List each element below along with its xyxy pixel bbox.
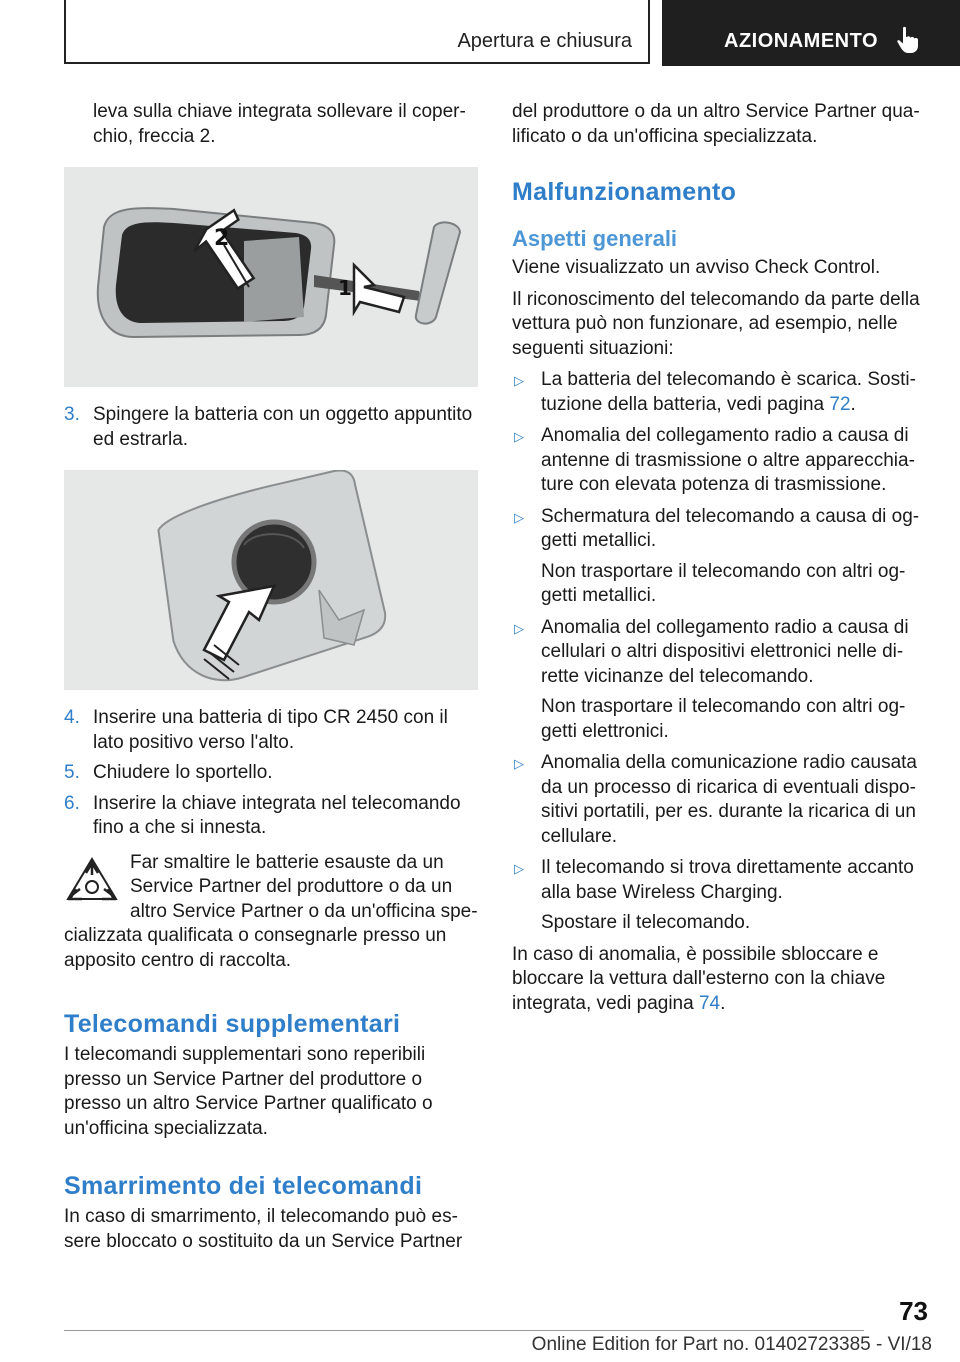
header-chapter-label: AZIONAMENTO: [724, 30, 879, 52]
environment-note-text: Far smaltire le batterie esauste da un Service Partner del produttore o da un altro Service Partner o da un'officina specializzata qualificata o consegnarle presso un apposito centro di raccolta.: [64, 851, 478, 971]
list-item-text: Anomalia della comunicazione radio causata da un processo di ricarica di eventuali dispositivi portatili, per es. durante la ricarica di un cellulare.: [541, 752, 918, 847]
emergency-unlock-text: [512, 943, 924, 1017]
environment-note: [64, 851, 478, 974]
step-4-number: 4.: [64, 707, 80, 728]
step-5: [64, 761, 478, 786]
list-item-continuation: Non trasportare il telecomando con altri oggetti elettronici.: [541, 696, 906, 742]
step-4: [64, 706, 478, 755]
bullet-arrow-icon: ▷: [514, 509, 524, 525]
step-3: [64, 403, 478, 452]
figure-push-battery: [64, 470, 478, 690]
figure-remove-key-cover: [64, 167, 478, 387]
step-6-text: Inserire la chiave integrata nel telecomando fino a che si innesta.: [93, 792, 461, 838]
figure1-label-2: 2: [214, 226, 230, 251]
heading-general: Aspetti generali: [512, 226, 678, 251]
list-item: [512, 856, 924, 936]
check-control-text: Viene visualizzato un avviso Check Control.: [512, 257, 881, 278]
recognition-text: Il riconoscimento del telecomando da parte della vettura può non funzionare, ad esempio, nelle seguenti situazioni:: [512, 288, 920, 359]
bullet-arrow-icon: ▷: [514, 620, 524, 636]
header-section-title: Apertura e chiusura: [457, 30, 632, 52]
list-item: [512, 368, 924, 417]
emergency-unlock-body: In caso di anomalia, è possibile sbloccare e bloccare la vettura dall'esterno con la chiave integrata, vedi pagina: [512, 943, 886, 1014]
list-item-text: Anomalia del collegamento radio a causa di cellulari o altri dispositivi elettronici nelle dirette vicinanze del telecomando.: [541, 616, 909, 687]
header-section-box: [64, 0, 650, 64]
list-item-text: Anomalia del collegamento radio a causa di antenne di trasmissione o altre apparecchiature con elevata potenza di trasmissione.: [541, 425, 915, 495]
figure1-label-1: 1: [338, 276, 352, 300]
list-item: [512, 616, 924, 745]
heading-additional-remotes: Telecomandi supplementari: [64, 1010, 401, 1038]
left-column: [64, 100, 478, 1254]
step-5-number: 5.: [64, 762, 80, 783]
list-item-continuation: Spostare il telecomando.: [541, 912, 751, 933]
additional-remotes-text: I telecomandi supplementari sono reperibili presso un Service Partner del produttore o presso un altro Service Partner qualificato o un'officina specializzata.: [64, 1044, 433, 1139]
bullet-arrow-icon: ▷: [514, 756, 524, 771]
footer-edition: Online Edition for Part no. 01402723385 - VI/18: [531, 1334, 932, 1355]
bullet-arrow-icon: ▷: [514, 373, 524, 388]
step-3-text: Spingere la batteria con un oggetto appuntito ed estrarla.: [93, 404, 473, 450]
continued-text: del produttore o da un altro Service Partner qualificato o da un'officina specializzata.: [512, 101, 920, 147]
heading-lost-remotes: Smarrimento dei telecomandi: [64, 1172, 423, 1200]
list-item: [512, 751, 924, 849]
list-item-text: Il telecomando si trova direttamente accanto alla base Wireless Charging.: [541, 857, 914, 903]
list-item-continuation: Non trasportare il telecomando con altri oggetti metallici.: [541, 560, 906, 606]
footer-divider: [64, 1330, 864, 1331]
heading-malfunction: Malfunzionamento: [512, 178, 737, 206]
page-link-72[interactable]: 72: [829, 393, 851, 415]
lost-remotes-text: In caso di smarrimento, il telecomando può essere bloccato o sostituito da un Service Partner: [64, 1206, 463, 1252]
list-item-text: Schermatura del telecomando a causa di oggetti metallici.: [541, 505, 920, 551]
list-item-text: La batteria del telecomando è scarica. Sostituzione della batteria, vedi pagina: [541, 369, 916, 415]
bullet-arrow-icon: ▷: [514, 429, 524, 444]
bullet-arrow-icon: ▷: [514, 861, 524, 876]
list-item-end: .: [850, 393, 856, 415]
list-item: [512, 424, 924, 498]
malfunction-list: [512, 368, 924, 936]
page-link-74[interactable]: 74: [698, 992, 721, 1014]
step-5-text: Chiudere lo sportello.: [93, 762, 273, 783]
emergency-unlock-end: .: [720, 992, 726, 1014]
step-3-number: 3.: [64, 404, 80, 425]
list-item: [512, 505, 924, 609]
right-column: [512, 100, 924, 1016]
step-6: [64, 792, 478, 841]
header-chapter-tab[interactable]: [662, 0, 960, 66]
intro-text: leva sulla chiave integrata sollevare il coperchio, freccia 2.: [93, 101, 466, 147]
recycle-icon: [64, 855, 120, 911]
step-6-number: 6.: [64, 792, 80, 814]
pointing-hand-icon: [896, 26, 920, 54]
page-number: 73: [899, 1296, 928, 1326]
step-4-text: Inserire una batteria di tipo CR 2450 con il lato positivo verso l'alto.: [93, 707, 448, 753]
